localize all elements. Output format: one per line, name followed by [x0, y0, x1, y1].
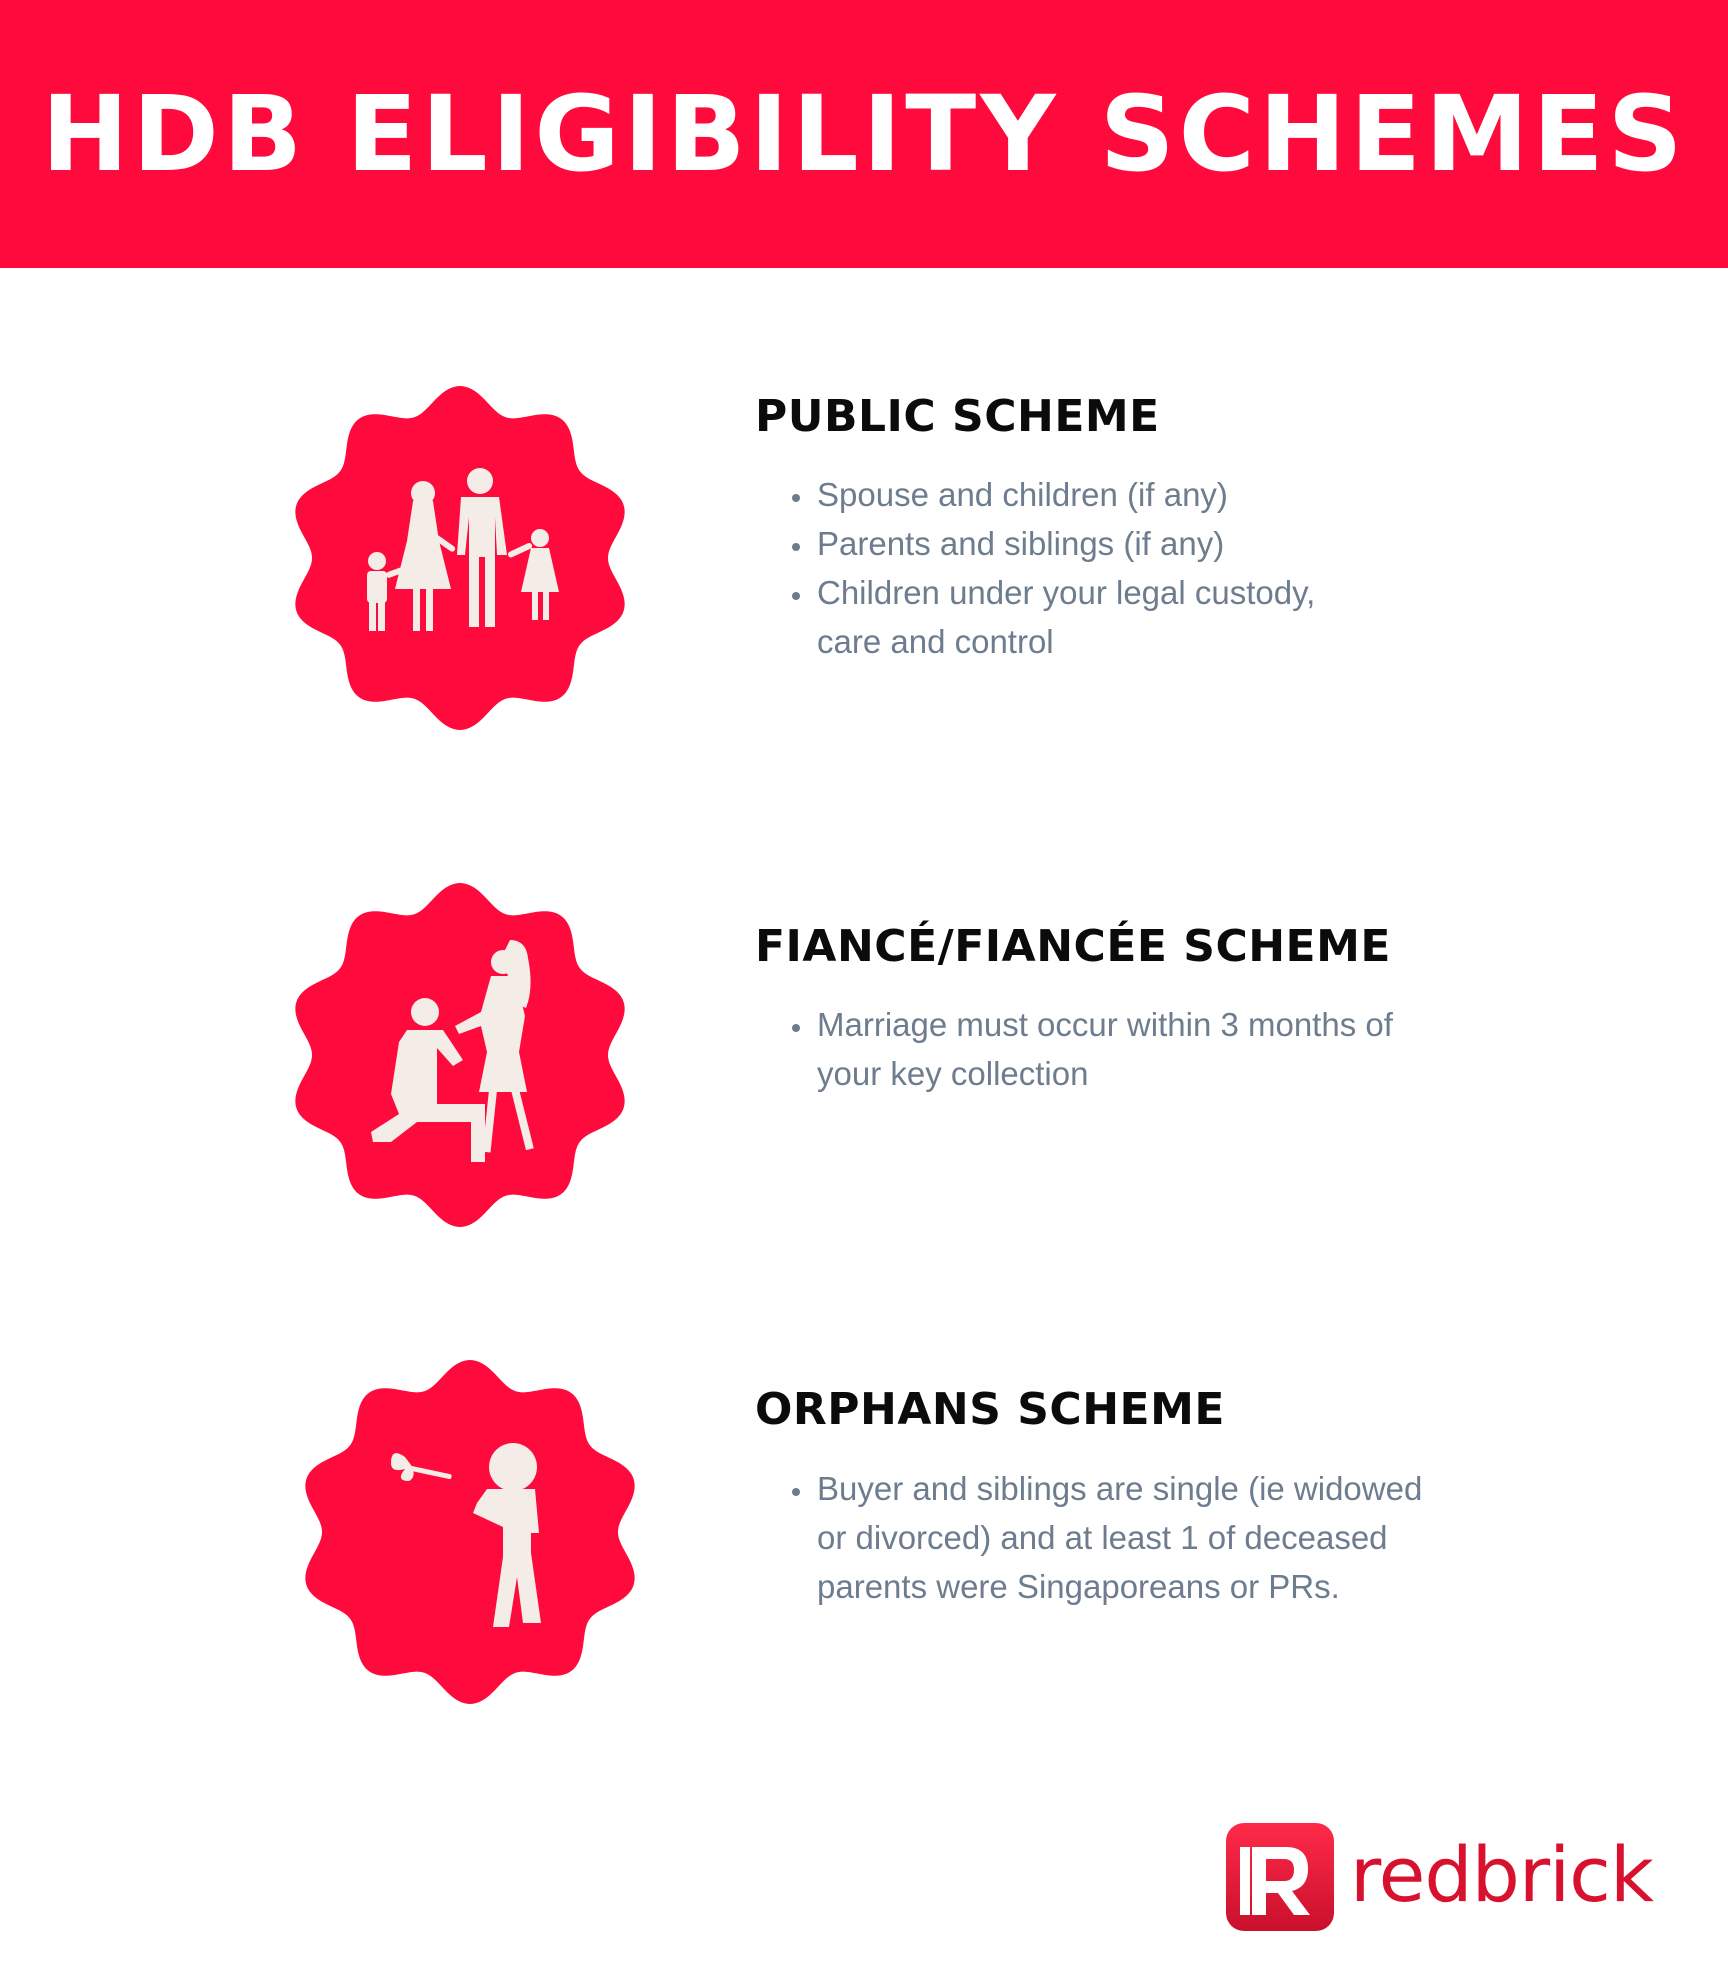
- fiance-scheme-heading: FIANCÉ/FIANCÉE SCHEME: [755, 921, 1391, 972]
- orphans-scheme-heading: ORPHANS SCHEME: [755, 1384, 1225, 1435]
- brand-logo: [1226, 1823, 1666, 1933]
- page-title: HDB ELIGIBILITY SCHEMES: [41, 73, 1687, 195]
- proposal-icon: [285, 880, 635, 1230]
- redbrick-logo-icon: [1226, 1823, 1334, 1931]
- child-butterfly-icon: [295, 1357, 645, 1707]
- family-icon: [285, 383, 635, 733]
- brand-name: redbrick: [1350, 1830, 1653, 1919]
- orphans-scheme-list: [785, 1464, 1455, 1611]
- list-item: • Parents and siblings (if any): [815, 519, 1375, 568]
- list-item: • Spouse and children (if any): [815, 470, 1375, 519]
- public-scheme-heading: PUBLIC SCHEME: [755, 391, 1160, 442]
- public-scheme-list: [785, 470, 1375, 666]
- list-item: • Children under your legal custody, care and control: [815, 568, 1375, 666]
- list-item: • Buyer and siblings are single (ie widowed or divorced) and at least 1 of deceased parents were Singaporeans or PRs.: [815, 1464, 1455, 1611]
- fiance-scheme-list: [785, 1000, 1455, 1098]
- list-item: • Marriage must occur within 3 months of your key collection: [815, 1000, 1455, 1098]
